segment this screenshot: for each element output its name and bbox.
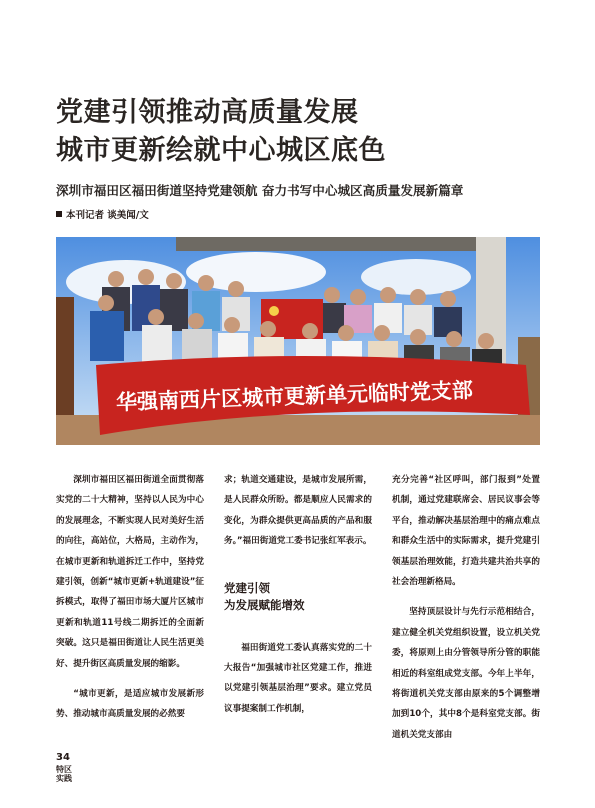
banner-text: 华强南西片区城市更新单元临时党支部 xyxy=(115,379,474,415)
byline xyxy=(56,207,149,221)
paragraph: 坚持顶层设计与先行示范相结合，建立健全机关党组织设置，设立机关党委，将原则上由分管领导所分管的职能相近的科室组成党支部。今年上半年，将街道机关党支部由原来的5个调整增加到10个，其中8个是科室党支部。街道机关党支部由 xyxy=(392,607,540,740)
article-title-line1: 党建引领推动高质量发展 xyxy=(56,97,359,128)
magazine-name: 特区 实践 xyxy=(56,765,72,783)
paragraph: 求；轨道交通建设，是城市发展所需，是人民群众所盼。都是顺应人民需求的变化，为群众提供更高品质的产品和服务。”福田街道党工委书记张红军表示。 xyxy=(224,475,372,547)
byline-text: 本刊记者 谈美闻/文 xyxy=(66,210,149,221)
page-number: 34 xyxy=(56,752,70,763)
text-column-1 xyxy=(56,470,204,725)
paragraph: 深圳市福田区福田街道全面贯彻落实党的二十大精神，坚持以人民为中心的发展理念，不断实现人民对美好生活的向往，高站位，大格局，主动作为，在城市更新和轨道拆迁工作中，坚持党建引领，创新“城市更新+轨道建设”征拆模式，取得了福田市场大厦片区城市更新和轨道11号线二期拆迁的全面新突破。这只是福田街道让人民生活更美好、提升街区高质量发展的缩影。 xyxy=(56,475,204,669)
section-heading: 党建引领 为发展赋能增效 xyxy=(224,580,305,612)
article-title-line2: 城市更新绘就中心城区底色 xyxy=(56,135,386,166)
square-bullet-icon xyxy=(56,211,62,217)
group-photo xyxy=(56,237,540,445)
paragraph: 福田街道党工委认真落实党的二十大报告“加强城市社区党建工作，推进以党建引领基层治理”要求。建立党员议事提案制工作机制， xyxy=(224,642,372,714)
paragraph: “城市更新，是适应城市发展新形势、推动城市高质量发展的必然要 xyxy=(56,689,204,720)
text-column-3 xyxy=(392,470,540,745)
paragraph: 充分完善“社区呼叫，部门报到”处置机制，通过党建联席会、居民议事会等平台，推动解决基层治理中的痛点难点和群众生活中的实际需求，提升党建引领基层治理效能，打造共建共治共享的社会治理新格局。 xyxy=(392,475,540,588)
article-subtitle: 深圳市福田区福田街道坚持党建领航 奋力书写中心城区高质量发展新篇章 xyxy=(56,183,464,198)
text-column-2 xyxy=(224,470,372,719)
